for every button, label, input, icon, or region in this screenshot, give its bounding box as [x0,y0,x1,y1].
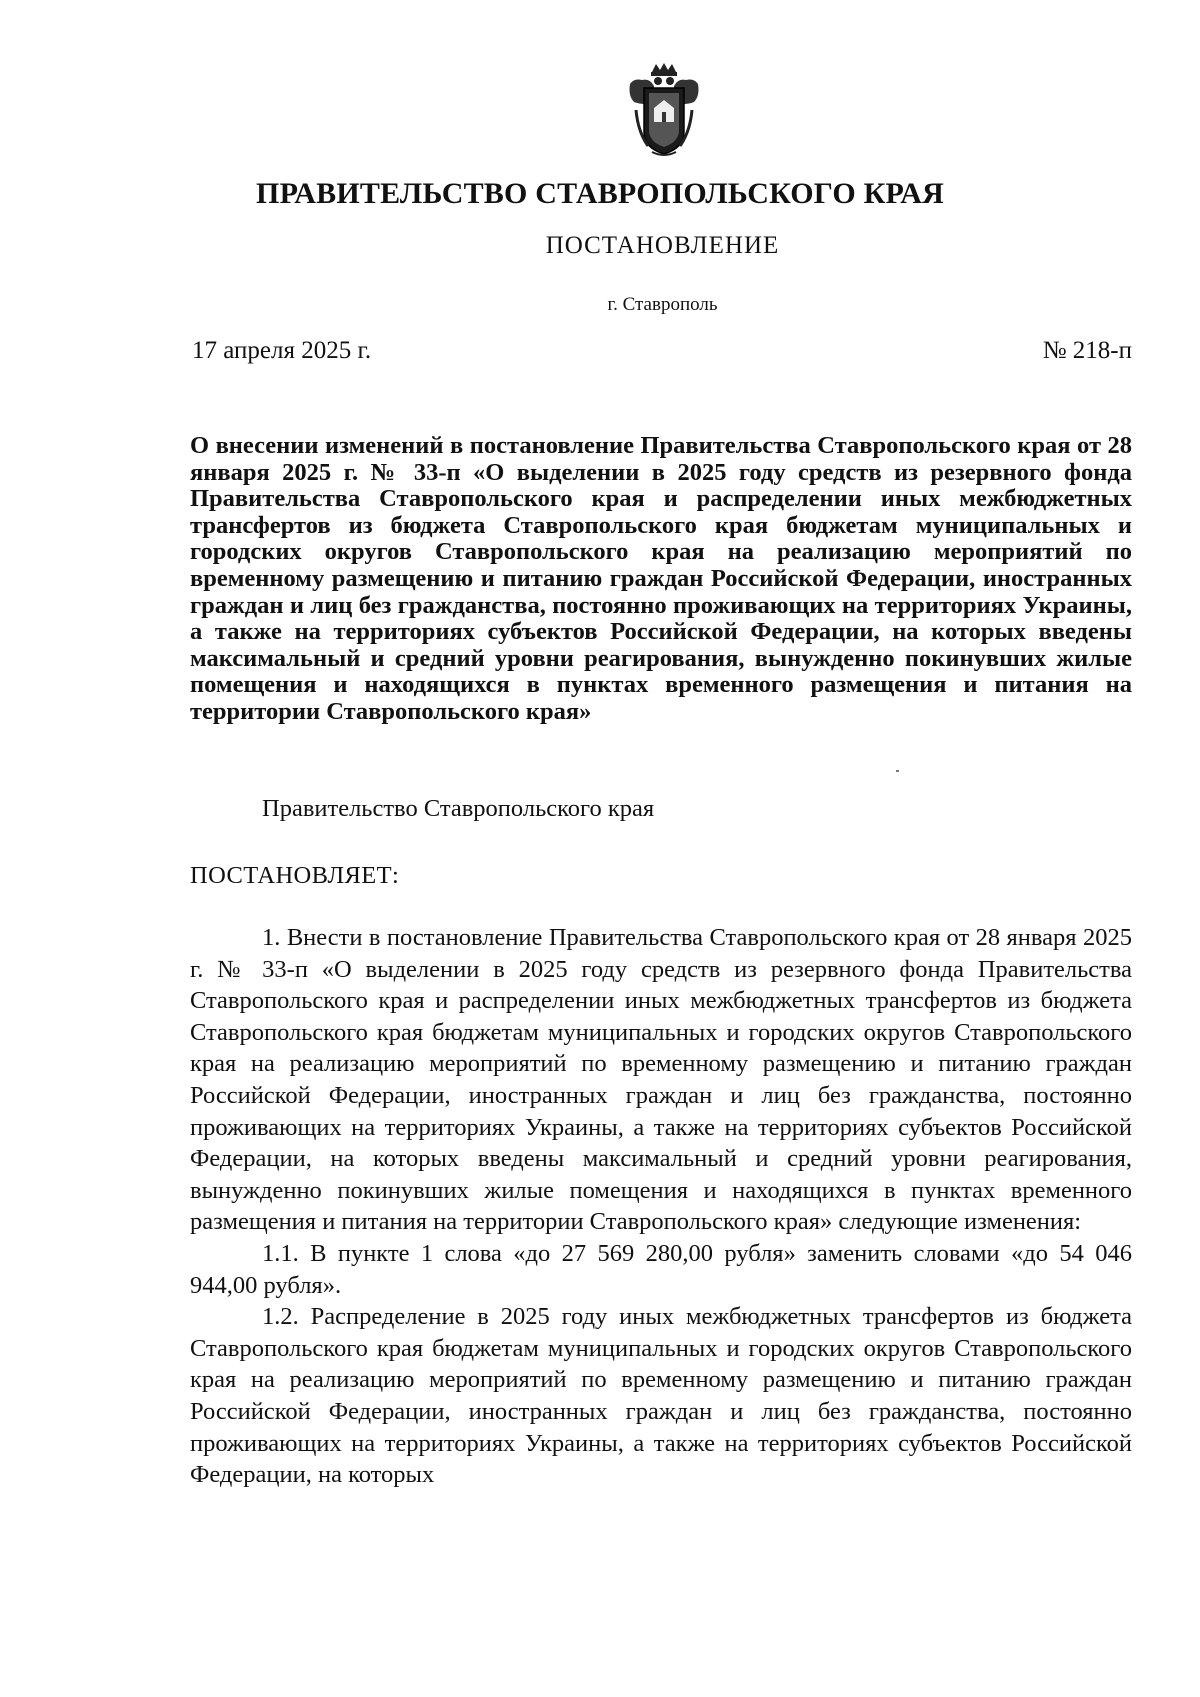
coat-of-arms-emblem [624,62,704,158]
decree-word: ПОСТАНОВЛЯЕТ: [190,862,400,889]
government-title: ПРАВИТЕЛЬСТВО СТАВРОПОЛЬСКОГО КРАЯ [256,177,944,210]
paragraph-1-2: 1.2. Распределение в 2025 году иных межбюджетных трансфертов из бюджета Ставропольского края бюджетам муниципальных и городских округов Ставропольского края на реализацию мероприятий по временному размещению и питанию граждан Российской Федерации, иностранных граждан и лиц без гражданства, постоянно проживающих на территориях Украины, а также на территориях субъектов Российской Федерации, на которых [190,1303,1132,1489]
city: г. Ставрополь [607,294,718,315]
paragraph-1-1: 1.1. В пункте 1 слова «до 27 569 280,00 рубля» заменить словами «до 54 046 944,00 рубля». [190,1239,1132,1299]
document-subject: О внесении изменений в постановление Правительства Ставропольского края от 28 января 2025 г. № 33-п «О выделении в 2025 году средств из резервного фонда Правительства Ставропольского края и распределении иных межбюджетных трансфертов из бюджета Ставропольского края бюджетам муниципальных и городских округов Ставропольского края на реализацию мероприятий по временному размещению и питанию граждан Российской Федерации, иностранных граждан и лиц без гражданства, постоянно проживающих на территориях Украины, а также на территориях субъектов Российской Федерации, на которых введены максимальный и средний уровни реагирования, вынужденно покинувших жилые помещения и находящихся в пунктах временного размещения и питания на территории Ставропольского края» [190,432,1132,725]
document-body [190,922,1132,1491]
issuing-body: Правительство Ставропольского края [262,795,655,822]
scan-speck [896,770,899,772]
document-date: 17 апреля 2025 г. [192,337,372,364]
document-number: № 218-п [1042,337,1132,364]
paragraph-1: 1. Внести в постановление Правительства Ставропольского края от 28 января 2025 г. № 33-п «О выделении в 2025 году средств из резервного фонда Правительства Ставропольского края и распределении иных межбюджетных трансфертов из бюджета Ставропольского края бюджетам муниципальных и городских округов Ставропольского края на реализацию мероприятий по временному размещению и питанию граждан Российской Федерации, иностранных граждан и лиц без гражданства, постоянно проживающих на территориях Украины, а также на территориях субъектов Российской Федерации, на которых введены максимальный и средний уровни реагирования, вынужденно покинувших жилые помещения и находящихся в пунктах временного размещения и питания на территории Ставропольского края» следующие изменения: [190,924,1132,1236]
document-type: ПОСТАНОВЛЕНИЕ [545,232,780,259]
